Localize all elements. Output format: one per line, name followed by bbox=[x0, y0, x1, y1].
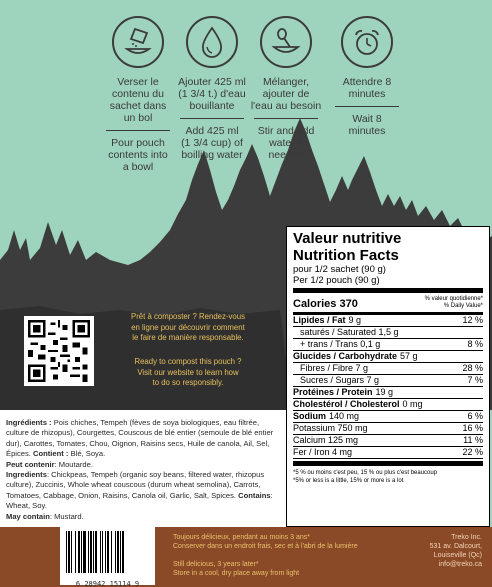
barcode-bar bbox=[68, 531, 70, 573]
calories-label: Calories 370 bbox=[293, 298, 358, 310]
nutrition-footnote: *5 % ou moins c'est peu, 15 % ou plus c'est beaucoup *5% or less is a little, 15% or more is a lot bbox=[293, 470, 438, 484]
step-3 bbox=[246, 16, 326, 161]
nutrient-row bbox=[293, 423, 483, 435]
nutrient-label: Lipides / Fat 9 g bbox=[293, 315, 362, 325]
step-3-fr: Mélanger, ajouter de l'eau au besoin bbox=[250, 76, 322, 112]
keep-fr: Toujours délicieux, pendant au moins 3 ans* Conserver dans un endroit frais, sec et à l'abri de la lumière bbox=[173, 534, 358, 550]
barcode-bar bbox=[107, 531, 109, 573]
nutrient-row bbox=[293, 387, 483, 399]
pour-pouch-icon bbox=[112, 16, 164, 68]
divider bbox=[106, 130, 170, 131]
ingredients-fr: Ingrédients : Pois chiches, Tempeh (fèves de soya biologiques, eau filtrée, culture de rhizopus), Courgettes, Couscous de blé entier (semoule de blé entier dur), Carottes, Tomates, Chou, Oignon, Raisins secs, Huile de canola, Ail, Sel, Épices. Contient : Blé, Soya. bbox=[6, 418, 274, 459]
daily-value-header: % valeur quotidienne* % Daily Value* bbox=[424, 296, 483, 309]
step-1-fr: Verser le contenu du sachet dans un bol bbox=[109, 76, 167, 124]
nutrient-dv: 12 % bbox=[462, 315, 483, 325]
nutrient-dv: 16 % bbox=[462, 423, 483, 433]
divider bbox=[180, 118, 244, 119]
barcode-bar bbox=[71, 531, 72, 573]
barcode-bar bbox=[83, 531, 86, 573]
nutrient-row bbox=[293, 315, 483, 327]
barcode-bar bbox=[111, 531, 112, 573]
nutrient-label: Glucides / Carbohydrate 57 g bbox=[293, 351, 418, 361]
nutrition-title-fr: Valeur nutritive bbox=[293, 230, 402, 247]
nutrient-dv: 7 % bbox=[467, 375, 483, 385]
step-2-en: Add 425 ml (1 3/4 cup) of boilling water bbox=[181, 125, 243, 161]
barcode-bar bbox=[81, 531, 82, 573]
nutrient-row bbox=[293, 351, 483, 363]
nutrition-facts-panel bbox=[286, 226, 490, 527]
step-4-fr: Attendre 8 minutes bbox=[342, 76, 392, 100]
step-1 bbox=[98, 16, 178, 173]
nutrient-row bbox=[293, 339, 483, 351]
barcode-bar bbox=[122, 531, 124, 573]
barcode-bar bbox=[88, 531, 89, 573]
nutrient-label: Cholestérol / Cholesterol 0 mg bbox=[293, 399, 423, 409]
nutrient-label: Sucres / Sugars 7 g bbox=[300, 375, 380, 385]
nutrient-dv: 28 % bbox=[462, 363, 483, 373]
nutrient-rows bbox=[293, 315, 483, 459]
barcode-bar bbox=[100, 531, 101, 573]
barcode-bar bbox=[115, 531, 116, 573]
nutrient-label: saturés / Saturated 1,5 g bbox=[300, 327, 399, 337]
divider bbox=[293, 288, 483, 293]
nutrient-label: Calcium 125 mg bbox=[293, 435, 359, 445]
barcode-bar bbox=[105, 531, 106, 573]
keep-en: Still delicious, 3 years later* Store in a cool, dry place away from light bbox=[173, 561, 300, 577]
nutrient-row bbox=[293, 435, 483, 447]
nutrient-row bbox=[293, 327, 483, 339]
compost-en: Ready to compost this pouch ? Visit our website to learn how to do so responsibly. bbox=[134, 357, 242, 387]
barcode-bar bbox=[75, 531, 76, 573]
ingredients-en: Ingredients: Chickpeas, Tempeh (organic soy beans, filtered water, rhizopus culture), Zuccinis, Whole wheat couscous (durum wheat semolina), Carrots, Tomatoes, Cabbage, Onion, Raisins, Canola oil, Garlic, Salt, Spices. Contains: Wheat, Soy. bbox=[6, 470, 273, 511]
nutrient-row bbox=[293, 411, 483, 423]
barcode-bar bbox=[66, 531, 67, 573]
nutrient-dv: 22 % bbox=[462, 447, 483, 457]
step-1-en: Pour pouch contents into a bowl bbox=[108, 137, 168, 173]
nutrient-label: + trans / Trans 0,1 g bbox=[300, 339, 381, 349]
barcode-bar bbox=[78, 531, 80, 573]
may-contain-en: May contain: Mustard. bbox=[6, 511, 84, 521]
serving-fr: pour 1/2 sachet (90 g) bbox=[293, 264, 386, 275]
barcode-digits: 6 28942 15114 9 bbox=[75, 580, 140, 587]
serving-en: Per 1/2 pouch (90 g) bbox=[293, 275, 380, 286]
barcode bbox=[60, 527, 155, 585]
nutrient-row bbox=[293, 375, 483, 387]
nutrient-dv: 11 % bbox=[463, 435, 483, 445]
nutrient-dv: 6 % bbox=[467, 411, 483, 421]
compost-fr: Prêt à composter ? Rendez-vous en ligne pour découvrir comment le faire de manière responsable. bbox=[131, 312, 245, 342]
step-4-en: Wait 8 minutes bbox=[348, 113, 386, 137]
step-2-fr: Ajouter 425 ml (1 3/4 t.) d'eau bouillante bbox=[178, 76, 246, 112]
barcode-bars bbox=[60, 527, 155, 575]
nutrient-label: Fibres / Fibre 7 g bbox=[300, 363, 369, 373]
step-2 bbox=[172, 16, 252, 161]
barcode-bar bbox=[90, 531, 92, 573]
nutrient-row bbox=[293, 447, 483, 459]
qr-code[interactable] bbox=[24, 316, 94, 386]
divider bbox=[254, 118, 318, 119]
stir-spoon-icon bbox=[260, 16, 312, 68]
email-link[interactable]: info@treko.ca bbox=[438, 561, 482, 568]
barcode-bar bbox=[93, 531, 94, 573]
divider bbox=[335, 106, 399, 107]
nutrient-label: Fer / Iron 4 mg bbox=[293, 447, 353, 457]
ingredients-block bbox=[0, 410, 286, 527]
divider bbox=[293, 461, 483, 466]
barcode-bar bbox=[102, 531, 103, 573]
nutrient-label: Potassium 750 mg bbox=[293, 423, 368, 433]
barcode-bar bbox=[120, 531, 121, 573]
alarm-clock-icon bbox=[341, 16, 393, 68]
nutrient-row bbox=[293, 399, 483, 411]
calories-row bbox=[293, 295, 483, 313]
nutrient-label: Sodium 140 mg bbox=[293, 411, 360, 421]
step-4 bbox=[327, 16, 407, 137]
nutrient-label: Protéines / Protein 19 g bbox=[293, 387, 394, 397]
barcode-bar bbox=[95, 531, 97, 573]
nutrition-title-en: Nutrition Facts bbox=[293, 247, 399, 264]
nutrient-dv: 8 % bbox=[467, 339, 483, 349]
company-address: Treko Inc. 531 av. Dalcourt, Louiseville (Qc) info@treko.ca bbox=[429, 534, 482, 568]
barcode-bar bbox=[117, 531, 119, 573]
nutrient-row bbox=[293, 363, 483, 375]
water-drop-icon bbox=[186, 16, 238, 68]
may-contain-fr: Peut contenir: Moutarde. bbox=[6, 459, 93, 469]
step-3-en: Stir and add water if needed bbox=[257, 125, 315, 161]
